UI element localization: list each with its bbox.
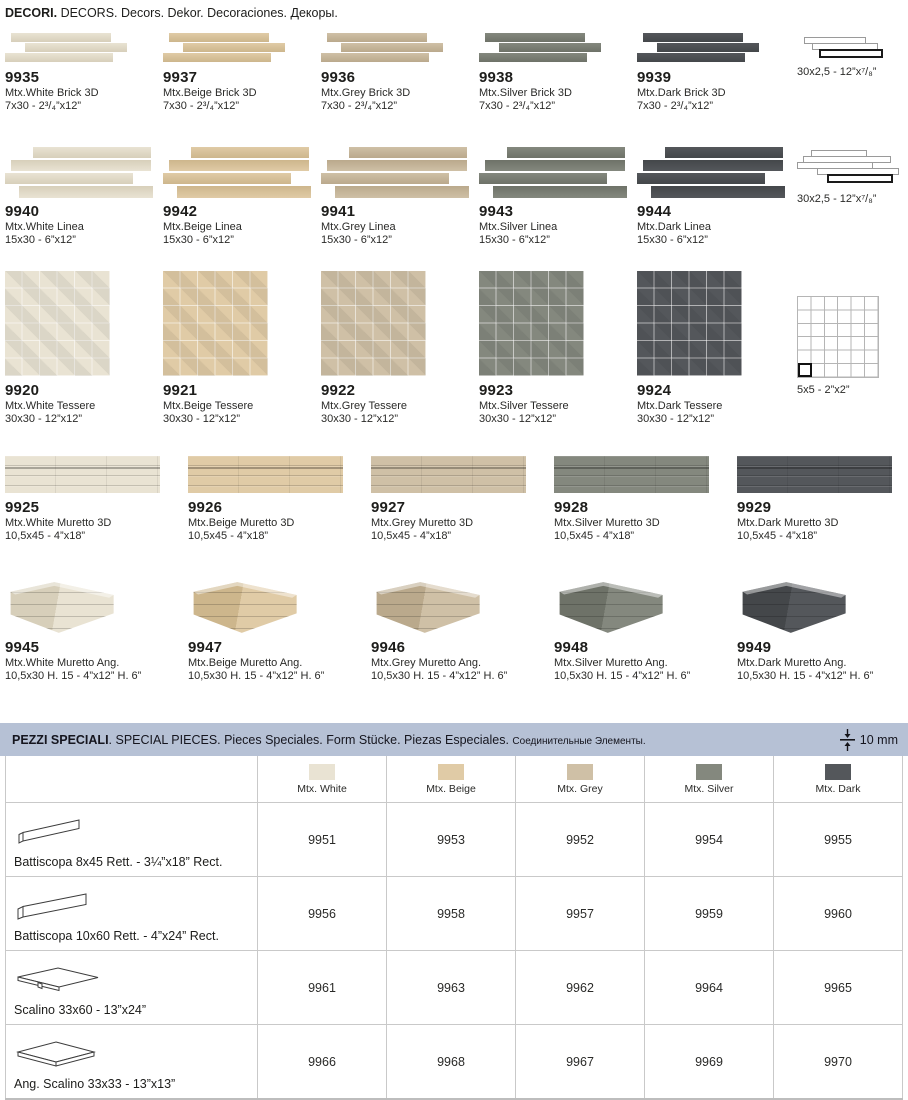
product-size: 10,5x45 - 4”x18” [371,530,452,542]
product-name: Mtx.Dark Muretto 3D [737,517,839,529]
table-corner-cell [6,756,258,803]
mosaic-grid-icon [797,296,879,378]
product-card [321,271,479,425]
table-header-row [6,756,903,803]
battiscopa-icon [14,819,249,845]
decor-row-tessere [5,271,903,425]
product-name: Mtx.Dark Tessere [637,400,723,412]
product-size: 10,5x30 H. 15 - 4”x12” H. 6” [188,670,325,682]
tile-image-brick-silver [479,33,601,65]
product-size: 7x30 - 2³/₄”x12” [479,100,556,112]
product-code: 9947 [188,639,223,656]
tile-image-tessere-dark [637,271,742,376]
product-size: 15x30 - 6”x12” [637,234,708,246]
product-name: Mtx.Silver Muretto 3D [554,517,660,529]
column-header-grey [516,756,645,803]
product-card [479,33,637,112]
product-card [637,271,795,425]
tile-image-linea-beige [163,147,311,199]
product-name: Mtx.Grey Linea [321,221,396,233]
product-name: Mtx.Dark Brick 3D [637,87,726,99]
strip-outline-bold-icon [819,49,883,58]
product-name: Mtx.Dark Muretto Ang. [737,657,847,669]
product-code: 9920 [5,382,40,399]
product-name: Mtx.Grey Muretto Ang. [371,657,482,669]
product-size: 30x30 - 12”x12” [637,413,715,425]
product-code: 9923 [479,382,514,399]
tile-image-brick-grey [321,33,443,65]
product-size: 30x30 - 12”x12” [163,413,241,425]
product-size: 30x30 - 12”x12” [5,413,83,425]
product-name: Mtx.Dark Linea [637,221,711,233]
scalino-icon [14,967,249,994]
product-card [188,581,371,682]
column-label: Mtx. Grey [557,782,603,795]
tile-image-linea-silver [479,147,627,199]
product-name: Mtx.Beige Muretto Ang. [188,657,303,669]
row-label: Battiscopa 8x45 Rett. - 3¼”x18” Rect. [14,855,223,869]
tile-image-muretto-ang-silver [554,581,666,635]
color-swatch-dark [825,764,851,780]
product-card [554,456,737,542]
decor-row-brick-3d [5,33,903,112]
article-code-cell: 9958 [387,877,516,951]
tile-image-linea-grey [321,147,469,199]
tile-image-muretto-silver [554,456,709,493]
tile-image-tessere-grey [321,271,426,376]
product-name: Mtx.Silver Tessere [479,400,569,412]
article-code-cell: 9968 [387,1025,516,1100]
table-row-ang-scalino [6,1025,903,1100]
color-swatch-grey [567,764,593,780]
row-label-cell [6,803,258,877]
tile-image-linea-dark [637,147,785,199]
special-pieces-band [0,723,908,756]
row-label-cell [6,1025,258,1100]
row-label: Battiscopa 10x60 Rett. - 4”x24” Rect. [14,929,219,943]
product-size: 10,5x30 H. 15 - 4”x12” H. 6” [5,670,142,682]
strip-outline-bold-icon [827,174,893,183]
column-label: Mtx. Silver [684,782,734,795]
column-label: Mtx. Dark [815,782,861,795]
product-code: 9938 [479,69,514,86]
product-card [554,581,737,682]
table-row-battiscopa-8x45 [6,803,903,877]
product-code: 9929 [737,499,772,516]
product-size: 10,5x45 - 4”x18” [5,530,86,542]
product-code: 9944 [637,203,672,220]
article-code-cell: 9969 [645,1025,774,1100]
product-code: 9924 [637,382,672,399]
product-size: 7x30 - 2³/₄”x12” [163,100,240,112]
article-code-cell: 9965 [774,951,903,1025]
product-size: 10,5x30 H. 15 - 4”x12” H. 6” [371,670,508,682]
product-code: 9943 [479,203,514,220]
row-label-cell [6,951,258,1025]
page-title [5,6,903,21]
article-code-cell: 9964 [645,951,774,1025]
decor-row-linea [5,147,903,246]
ang-scalino-icon [14,1041,249,1070]
product-card [371,581,554,682]
product-code: 9926 [188,499,223,516]
row-label: Scalino 33x60 - 13”x24” [14,1003,147,1017]
decor-row-muretto-ang [5,581,903,682]
column-header-beige [387,756,516,803]
product-name: Mtx.Beige Tessere [163,400,254,412]
article-code-cell: 9967 [516,1025,645,1100]
article-code-cell: 9962 [516,951,645,1025]
product-code: 9937 [163,69,198,86]
special-pieces-title-rest: . SPECIAL PIECES. Pieces Speciales. Form Stücke. Piezas Especiales. [108,732,513,747]
product-name: Mtx.Beige Muretto 3D [188,517,295,529]
product-card [637,147,795,246]
tile-image-muretto-beige [188,456,343,493]
product-size: 15x30 - 6”x12” [479,234,550,246]
special-pieces-title-bold: PEZZI SPECIALI [12,732,109,747]
product-code: 9945 [5,639,40,656]
article-code-cell: 9961 [258,951,387,1025]
tile-image-brick-beige [163,33,285,65]
product-size: 15x30 - 6”x12” [5,234,76,246]
product-size: 30x30 - 12”x12” [321,413,399,425]
article-code-cell: 9951 [258,803,387,877]
product-name: Mtx.Grey Muretto 3D [371,517,474,529]
product-card [163,33,321,112]
tile-image-muretto-ang-dark [737,581,849,635]
article-code-cell: 9966 [258,1025,387,1100]
row-label: Ang. Scalino 33x33 - 13”x13” [14,1077,176,1091]
article-code-cell: 9954 [645,803,774,877]
product-card [737,581,903,682]
product-code: 9928 [554,499,589,516]
product-size: 10,5x45 - 4”x18” [554,530,635,542]
column-header-white [258,756,387,803]
decors-section [0,6,908,682]
page-title-rest: DECORS. Decors. Dekor. Decoraciones. Декоры. [57,6,338,20]
tile-image-brick-white [5,33,127,65]
product-card [5,271,163,425]
product-size: 10,5x30 H. 15 - 4”x12” H. 6” [737,670,874,682]
product-code: 9948 [554,639,589,656]
tile-image-muretto-dark [737,456,892,493]
product-card [321,147,479,246]
color-swatch-silver [696,764,722,780]
article-code-cell: 9952 [516,803,645,877]
product-size: 15x30 - 6”x12” [163,234,234,246]
row-label-cell [6,877,258,951]
thickness-icon [840,729,855,751]
drawing-label: 30x2,5 - 12”x⁷/₈” [797,66,877,78]
article-code-cell: 9960 [774,877,903,951]
product-size: 7x30 - 2³/₄”x12” [637,100,714,112]
page-title-bold: DECORI. [5,6,58,20]
size-drawing-mosaic-grid [797,271,903,396]
product-card [321,33,479,112]
size-drawing-brick [797,33,903,78]
tile-image-tessere-white [5,271,110,376]
tile-image-tessere-beige [163,271,268,376]
column-header-silver [645,756,774,803]
article-code-cell: 9963 [387,951,516,1025]
article-code-cell: 9956 [258,877,387,951]
product-card [5,456,188,542]
size-drawing-linea [797,147,903,205]
product-code: 9949 [737,639,772,656]
product-name: Mtx.Grey Tessere [321,400,407,412]
product-card [163,147,321,246]
color-swatch-beige [438,764,464,780]
product-code: 9940 [5,203,40,220]
product-name: Mtx.White Tessere [5,400,96,412]
article-code-cell: 9957 [516,877,645,951]
product-card [479,271,637,425]
product-code: 9921 [163,382,198,399]
product-card [637,33,795,112]
product-card [5,147,163,246]
product-name: Mtx.Beige Brick 3D [163,87,257,99]
product-name: Mtx.Beige Linea [163,221,242,233]
product-name: Mtx.White Linea [5,221,84,233]
product-size: 15x30 - 6”x12” [321,234,392,246]
tile-image-muretto-ang-grey [371,581,483,635]
article-code-cell: 9953 [387,803,516,877]
column-label: Mtx. White [297,782,347,795]
product-code: 9941 [321,203,356,220]
product-name: Mtx.Silver Muretto Ang. [554,657,668,669]
special-pieces-table [5,756,903,1100]
product-code: 9942 [163,203,198,220]
product-code: 9922 [321,382,356,399]
product-card [163,271,321,425]
product-name: Mtx.Silver Linea [479,221,558,233]
product-code: 9946 [371,639,406,656]
product-card [5,33,163,112]
product-card [737,456,903,542]
product-size: 7x30 - 2³/₄”x12” [5,100,82,112]
tile-image-muretto-ang-beige [188,581,300,635]
product-card [188,456,371,542]
product-name: Mtx.White Brick 3D [5,87,99,99]
drawing-label: 5x5 - 2”x2” [797,384,850,396]
product-card [5,581,188,682]
product-code: 9936 [321,69,356,86]
product-name: Mtx.Grey Brick 3D [321,87,411,99]
tile-image-brick-dark [637,33,759,65]
product-name: Mtx.Silver Brick 3D [479,87,572,99]
column-label: Mtx. Beige [426,782,476,795]
product-size: 30x30 - 12”x12” [479,413,557,425]
decor-row-muretto-3d [5,456,903,542]
color-swatch-white [309,764,335,780]
product-code: 9927 [371,499,406,516]
tile-image-muretto-grey [371,456,526,493]
tile-image-tessere-silver [479,271,584,376]
product-size: 10,5x45 - 4”x18” [188,530,269,542]
product-size: 10,5x45 - 4”x18” [737,530,818,542]
product-card [371,456,554,542]
product-size: 7x30 - 2³/₄”x12” [321,100,398,112]
column-header-dark [774,756,903,803]
tile-image-muretto-white [5,456,160,493]
tile-image-muretto-ang-white [5,581,117,635]
product-size: 10,5x30 H. 15 - 4”x12” H. 6” [554,670,691,682]
product-card [479,147,637,246]
thickness-value: 10 mm [859,732,898,747]
battiscopa-large-icon [14,893,249,921]
article-code-cell: 9970 [774,1025,903,1100]
product-name: Mtx.White Muretto Ang. [5,657,120,669]
special-pieces-title-ru: Соединительные Элементы. [512,735,646,747]
article-code-cell: 9955 [774,803,903,877]
table-row-battiscopa-10x60 [6,877,903,951]
thickness-indicator [840,729,898,751]
product-code: 9935 [5,69,40,86]
special-pieces-title [12,733,646,747]
tile-image-linea-white [5,147,153,199]
product-code: 9939 [637,69,672,86]
article-code-cell: 9959 [645,877,774,951]
table-row-scalino [6,951,903,1025]
product-code: 9925 [5,499,40,516]
product-name: Mtx.White Muretto 3D [5,517,112,529]
drawing-label: 30x2,5 - 12”x⁷/₈” [797,193,877,205]
